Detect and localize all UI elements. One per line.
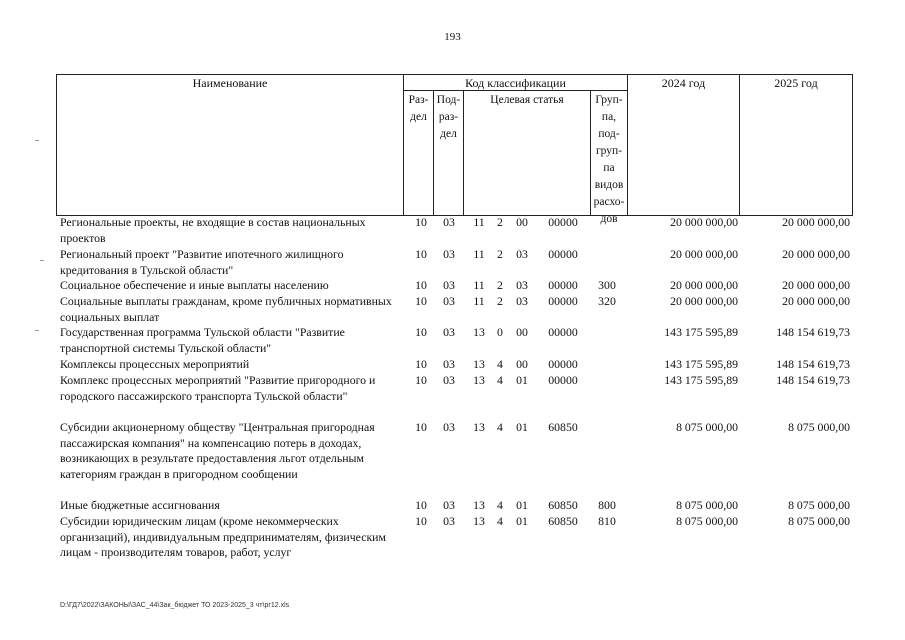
cell-c1: 11: [473, 215, 485, 229]
cell-y2025: 20 000 000,00: [782, 215, 850, 229]
cell-y2025: 20 000 000,00: [782, 247, 850, 261]
cell-y2025: 148 154 619,73: [776, 357, 850, 371]
cell-c3: 01: [516, 420, 528, 434]
cell-c1: 13: [473, 514, 485, 528]
cell-c2: 4: [497, 420, 503, 434]
cell-c1: 13: [473, 357, 485, 371]
cell-c1: 11: [473, 247, 485, 261]
cell-y2025: 8 075 000,00: [788, 498, 850, 512]
row-name: Государственная программа Тульской области "Развитие транспортной системы Тульской области": [60, 325, 345, 355]
header-target: Целевая статья: [464, 90, 591, 215]
cell-c2: 4: [497, 514, 503, 528]
cell-c2: 0: [497, 325, 503, 339]
row-name: Субсидии акционерному обществу "Центральная пригородная пассажирская компания" на компенсацию потерь в доходах, возникающих в результате предоставления льгот отдельным категориям граждан в пригородном сообщении: [60, 420, 375, 481]
cell-c3: 01: [516, 498, 528, 512]
cell-y2025: 8 075 000,00: [788, 514, 850, 528]
file-path: D:\ГД7\2022\ЗАКОНЫ\ЗАС_44\Зак_бюджет ТО 2023-2025_3 чт\рг12.xls: [60, 602, 290, 609]
cell-c2: 4: [497, 498, 503, 512]
cell-y2024: 20 000 000,00: [670, 294, 738, 308]
cell-razdel: 10: [415, 514, 427, 528]
cell-c2: 2: [497, 247, 503, 261]
cell-y2024: 143 175 595,89: [664, 325, 738, 339]
row-name: Комплексы процессных мероприятий: [60, 357, 250, 371]
cell-podrazdel: 03: [443, 278, 455, 292]
scan-mark: [35, 140, 39, 141]
cell-y2024: 8 075 000,00: [676, 514, 738, 528]
header-2025: 2025 год: [774, 76, 818, 90]
cell-razdel: 10: [415, 247, 427, 261]
cell-razdel: 10: [415, 278, 427, 292]
cell-podrazdel: 03: [443, 247, 455, 261]
cell-y2024: 8 075 000,00: [676, 498, 738, 512]
cell-razdel: 10: [415, 357, 427, 371]
cell-y2025: 20 000 000,00: [782, 294, 850, 308]
cell-y2025: 148 154 619,73: [776, 373, 850, 387]
row-name: Региональный проект "Развитие ипотечного жилищного кредитования в Тульской области": [60, 247, 344, 277]
cell-c4: 60850: [548, 420, 578, 434]
cell-c4: 60850: [548, 514, 578, 528]
cell-y2025: 148 154 619,73: [776, 325, 850, 339]
page-number: 193: [444, 31, 461, 43]
cell-y2024: 143 175 595,89: [664, 357, 738, 371]
cell-y2024: 20 000 000,00: [670, 215, 738, 229]
row-name: Комплекс процессных мероприятий "Развитие пригородного и городского пассажирского транспорта Тульской области": [60, 373, 376, 403]
cell-podrazdel: 03: [443, 357, 455, 371]
cell-c3: 03: [516, 247, 528, 261]
scan-mark: [40, 260, 44, 261]
header-razdel: Раз- дел: [404, 90, 434, 215]
cell-c1: 11: [473, 278, 485, 292]
cell-c3: 01: [516, 373, 528, 387]
cell-razdel: 10: [415, 420, 427, 434]
cell-c1: 13: [473, 325, 485, 339]
header-2024: 2024 год: [628, 75, 740, 215]
cell-razdel: 10: [415, 373, 427, 387]
cell-c3: 00: [516, 215, 528, 229]
cell-y2024: 20 000 000,00: [670, 247, 738, 261]
cell-group: 300: [598, 278, 616, 292]
cell-c2: 4: [497, 357, 503, 371]
cell-y2024: 8 075 000,00: [676, 420, 738, 434]
cell-podrazdel: 03: [443, 325, 455, 339]
cell-c4: 00000: [548, 215, 578, 229]
cell-razdel: 10: [415, 498, 427, 512]
cell-c3: 03: [516, 294, 528, 308]
scan-mark: [35, 330, 39, 331]
cell-c1: 11: [473, 294, 485, 308]
cell-podrazdel: 03: [443, 215, 455, 229]
cell-razdel: 10: [415, 294, 427, 308]
cell-c3: 03: [516, 278, 528, 292]
cell-c1: 13: [473, 420, 485, 434]
cell-c3: 01: [516, 514, 528, 528]
cell-c4: 00000: [548, 247, 578, 261]
cell-c4: 00000: [548, 278, 578, 292]
cell-razdel: 10: [415, 215, 427, 229]
row-name: Социальные выплаты гражданам, кроме публичных нормативных социальных выплат: [60, 294, 392, 324]
row-name: Региональные проекты, не входящие в состав национальных проектов: [60, 215, 366, 245]
cell-y2025: 8 075 000,00: [788, 420, 850, 434]
cell-c4: 60850: [548, 498, 578, 512]
cell-c3: 00: [516, 325, 528, 339]
row-name: Социальное обеспечение и иные выплаты населению: [60, 278, 329, 292]
header-podrazdel: Под- раз- дел: [434, 90, 464, 215]
cell-razdel: 10: [415, 325, 427, 339]
row-name: Субсидии юридическим лицам (кроме некоммерческих организаций), индивидуальным предпринимателям, физическим лицам - производителям товаров, работ, услуг: [60, 514, 386, 559]
cell-c2: 2: [497, 294, 503, 308]
cell-podrazdel: 03: [443, 420, 455, 434]
cell-podrazdel: 03: [443, 373, 455, 387]
cell-y2024: 143 175 595,89: [664, 373, 738, 387]
cell-c4: 00000: [548, 325, 578, 339]
header-group: Груп- па, под- груп- па видов расхо- дов: [591, 90, 628, 215]
cell-c1: 13: [473, 498, 485, 512]
cell-podrazdel: 03: [443, 514, 455, 528]
cell-c2: 2: [497, 215, 503, 229]
cell-c4: 00000: [548, 294, 578, 308]
cell-group: 800: [598, 498, 616, 512]
cell-c4: 00000: [548, 373, 578, 387]
cell-c1: 13: [473, 373, 485, 387]
row-name: Иные бюджетные ассигнования: [60, 498, 220, 512]
cell-podrazdel: 03: [443, 294, 455, 308]
cell-y2024: 20 000 000,00: [670, 278, 738, 292]
cell-group: 320: [598, 294, 616, 308]
cell-y2025: 20 000 000,00: [782, 278, 850, 292]
cell-podrazdel: 03: [443, 498, 455, 512]
header-code: Код классификации: [404, 75, 628, 90]
cell-c2: 4: [497, 373, 503, 387]
cell-c2: 2: [497, 278, 503, 292]
cell-c4: 00000: [548, 357, 578, 371]
cell-group: 810: [598, 514, 616, 528]
header-name: Наименование: [57, 75, 404, 215]
cell-c3: 00: [516, 357, 528, 371]
